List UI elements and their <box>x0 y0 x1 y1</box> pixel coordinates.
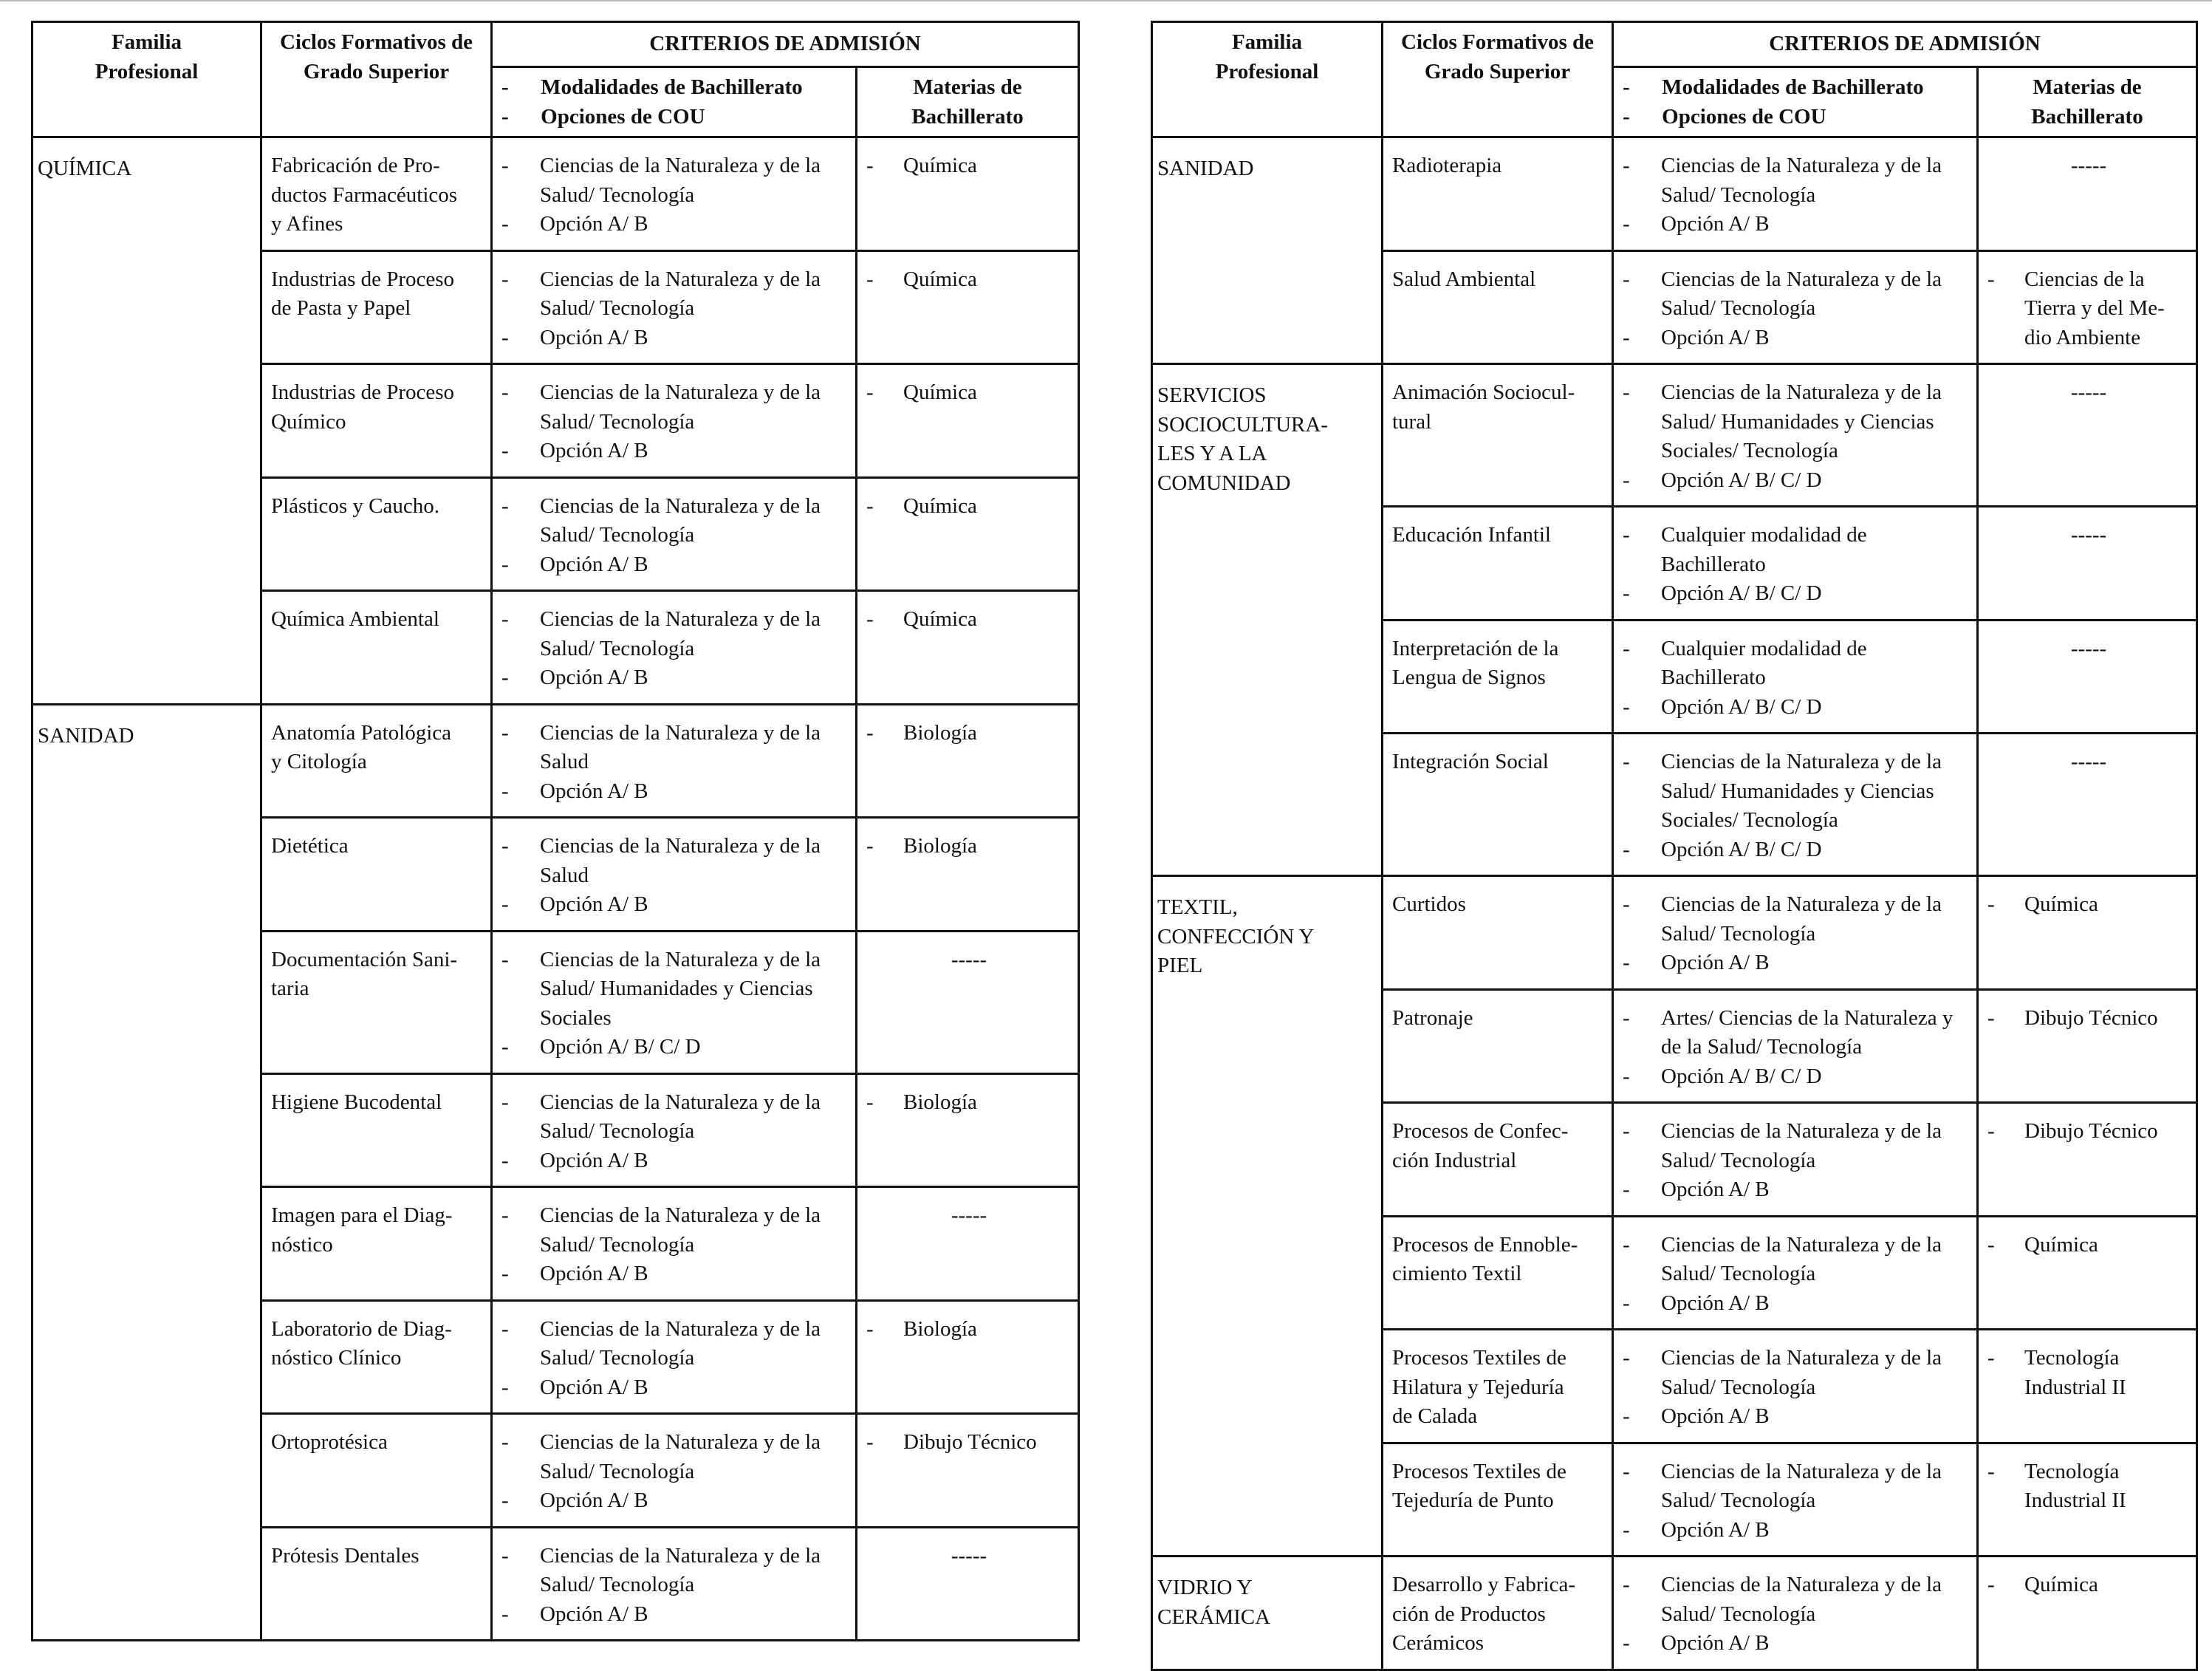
table-row <box>1152 364 2197 507</box>
materia-item: - Tecnología Industrial II <box>1987 1344 2190 1402</box>
modalidades-cell <box>1613 364 1978 507</box>
modalidades-cell <box>1613 1216 1978 1330</box>
ciclos-header <box>1383 22 1613 137</box>
modalidades-cell <box>1613 1330 1978 1443</box>
ciclo-cell <box>1383 1216 1613 1330</box>
ciclo-cell <box>1383 1443 1613 1556</box>
modalidades-header-item: - Opciones de COU <box>501 105 705 129</box>
modalidad-item: - Ciencias de la Naturaleza y de la Salud/ Tecnología <box>501 1201 849 1260</box>
modalidad-item: - Opción A/ B <box>501 1373 849 1403</box>
familia-label: QUÍMICA <box>38 157 132 180</box>
modalidades-header-text: Modalidades de Bachillerato <box>1662 75 1924 99</box>
modalidades-cell <box>1613 734 1978 876</box>
materias-cell <box>1978 1103 2197 1217</box>
modalidades-cell <box>492 1187 857 1301</box>
modalidad-item: - Ciencias de la Naturaleza y de la Salud <box>501 832 849 890</box>
materia-item: - Ciencias de la Tierra y del Me-dio Ambiente <box>1987 265 2190 353</box>
modalidad-item: - Ciencias de la Naturaleza y de la Salud/ Tecnología <box>1623 1571 1970 1629</box>
ciclo-cell <box>261 704 492 818</box>
ciclo-cell <box>1383 137 1613 251</box>
ciclo-cell <box>1383 1103 1613 1217</box>
modalidad-item: - Ciencias de la Naturaleza y de la Salud/ Tecnología <box>1623 1344 1970 1402</box>
modalidades-cell <box>492 1527 857 1641</box>
modalidades-cell <box>492 704 857 818</box>
materia-item: - Tecnología Industrial II <box>1987 1458 2190 1516</box>
modalidad-item: - Ciencias de la Naturaleza y de la Salud/ Tecnología <box>501 151 849 210</box>
materia-item: - Química <box>1987 1231 2190 1260</box>
modalidad-item: - Opción A/ B <box>1623 1629 1970 1658</box>
materia-none: ----- <box>2070 380 2107 404</box>
ciclos-header-label: Ciclos Formativos de Grado Superior <box>280 30 473 83</box>
materia-none: ----- <box>951 947 987 971</box>
familia-label: SANIDAD <box>38 723 134 748</box>
ciclo-label: Anatomía Patológica y Citología <box>271 720 452 773</box>
criterios-header: CRITERIOS DE ADMISIÓN <box>1613 22 2197 67</box>
materia-none: ----- <box>2070 636 2107 660</box>
modalidad-item: - Ciencias de la Naturaleza y de la Salud/ Tecnología <box>501 605 849 663</box>
ciclo-cell <box>1383 250 1613 364</box>
table-row <box>1152 137 2197 251</box>
modalidad-item: - Ciencias de la Naturaleza y de la Salud <box>501 719 849 777</box>
materia-item: - Dibujo Técnico <box>1987 1117 2190 1147</box>
materia-item: - Dibujo Técnico <box>866 1428 1072 1458</box>
materia-none: ----- <box>2070 523 2107 547</box>
modalidades-header <box>492 67 857 137</box>
left-admission-table <box>31 21 1080 1641</box>
modalidades-header <box>1613 67 1978 137</box>
modalidad-item: - Ciencias de la Naturaleza y de la Salud/ Humanidades y Ciencias Sociales/ Tecnología <box>1623 748 1970 836</box>
ciclo-cell <box>261 591 492 705</box>
ciclo-cell <box>261 931 492 1073</box>
ciclo-cell <box>1383 507 1613 621</box>
ciclo-label: Procesos de Confec- ción Industrial <box>1392 1119 1569 1172</box>
familia-label: SERVICIOS SOCIOCULTURA- LES Y A LA COMUNIDAD <box>1157 383 1328 495</box>
ciclo-label: Curtidos <box>1392 892 1466 916</box>
modalidades-cell <box>492 931 857 1073</box>
materia-item: - Biología <box>866 1315 1072 1344</box>
materias-cell <box>857 1300 1079 1414</box>
modalidades-cell <box>1613 1443 1978 1556</box>
materia-item: - Química <box>866 605 1072 635</box>
materias-cell <box>857 1187 1079 1301</box>
ciclo-cell <box>1383 1556 1613 1670</box>
modalidades-cell <box>492 818 857 932</box>
modalidades-cell <box>492 1414 857 1528</box>
modalidad-item: - Ciencias de la Naturaleza y de la Salud/ Tecnología <box>1623 1117 1970 1175</box>
modalidad-item: - Opción A/ B <box>501 1600 849 1630</box>
materia-item: - Química <box>1987 1571 2190 1600</box>
modalidad-item: - Opción A/ B/ C/ D <box>1623 466 1970 496</box>
ciclos-header-label: Ciclos Formativos de Grado Superior <box>1401 30 1594 83</box>
modalidad-item: - Opción A/ B <box>1623 210 1970 239</box>
ciclo-label: Industrias de Proceso Químico <box>271 380 455 434</box>
modalidad-item: - Ciencias de la Naturaleza y de la Salud/ Tecnología <box>501 1088 849 1147</box>
ciclo-label: Laboratorio de Diag- nóstico Clínico <box>271 1316 452 1370</box>
modalidades-header-item: - Opciones de COU <box>1623 105 1826 129</box>
modalidades-header-item: - Modalidades de Bachillerato <box>501 75 803 99</box>
modalidad-item: - Ciencias de la Naturaleza y de la Salud/ Tecnología <box>501 492 849 550</box>
familia-header <box>32 22 261 137</box>
modalidad-item: - Ciencias de la Naturaleza y de la Salud/ Tecnología <box>1623 151 1970 210</box>
modalidad-item: - Ciencias de la Naturaleza y de la Salud/ Humanidades y Ciencias Sociales/ Tecnología <box>1623 378 1970 466</box>
materias-cell <box>857 1414 1079 1528</box>
ciclo-label: Radioterapia <box>1392 154 1502 177</box>
ciclo-label: Ortoprotésica <box>271 1430 388 1454</box>
criteria-table <box>1151 21 2198 1671</box>
modalidad-item: - Opción A/ B <box>1623 324 1970 353</box>
ciclo-cell <box>1383 620 1613 734</box>
modalidad-item: - Opción A/ B/ C/ D <box>1623 836 1970 865</box>
ciclo-label: Higiene Bucodental <box>271 1090 442 1114</box>
materias-header: Materias de Bachillerato <box>1978 67 2197 137</box>
materias-header: Materias de Bachillerato <box>857 67 1079 137</box>
materia-item: - Química <box>866 265 1072 295</box>
familia-cell <box>32 704 261 1641</box>
materia-item: - Química <box>866 492 1072 522</box>
right-admission-table <box>1151 21 2198 1671</box>
table-row <box>32 137 1079 251</box>
familia-cell <box>1152 137 1383 364</box>
modalidades-cell <box>492 137 857 251</box>
modalidad-item: - Ciencias de la Naturaleza y de la Salud/ Humanidades y Ciencias Sociales <box>501 946 849 1033</box>
materias-cell <box>1978 364 2197 507</box>
ciclo-cell <box>261 477 492 591</box>
modalidades-cell <box>492 477 857 591</box>
criteria-table <box>31 21 1080 1641</box>
modalidades-cell <box>1613 250 1978 364</box>
table-row <box>1152 876 2197 990</box>
modalidad-item: - Opción A/ B <box>501 1147 849 1176</box>
modalidad-item: - Opción A/ B/ C/ D <box>501 1033 849 1062</box>
ciclo-cell <box>261 1073 492 1187</box>
familia-label: VIDRIO Y CERÁMICA <box>1157 1576 1271 1629</box>
materia-item: - Dibujo Técnico <box>1987 1004 2190 1033</box>
modalidad-item: - Opción A/ B <box>501 437 849 466</box>
materias-cell <box>1978 989 2197 1103</box>
ciclo-cell <box>261 250 492 364</box>
materias-cell <box>857 250 1079 364</box>
materias-cell <box>1978 620 2197 734</box>
modalidad-item: - Opción A/ B <box>501 890 849 920</box>
modalidades-header-text: Modalidades de Bachillerato <box>541 75 803 99</box>
materias-cell <box>1978 876 2197 990</box>
materia-none: ----- <box>951 1203 987 1227</box>
materias-cell <box>1978 250 2197 364</box>
ciclo-cell <box>261 137 492 251</box>
ciclo-label: Integración Social <box>1392 750 1549 773</box>
modalidades-cell <box>1613 1556 1978 1670</box>
materias-cell <box>857 137 1079 251</box>
modalidad-item: - Opción A/ B <box>501 777 849 807</box>
modalidades-cell <box>492 591 857 705</box>
page-top-border <box>0 0 2212 1</box>
ciclo-cell <box>1383 1330 1613 1443</box>
modalidad-item: - Ciencias de la Naturaleza y de la Salud/ Tecnología <box>501 1428 849 1486</box>
modalidad-item: - Artes/ Ciencias de la Naturaleza y de la Salud/ Tecnología <box>1623 1004 1970 1062</box>
ciclo-label: Química Ambiental <box>271 607 439 631</box>
ciclo-label: Desarrollo y Fabrica- ción de Productos Cerámicos <box>1392 1573 1576 1655</box>
materias-cell <box>857 704 1079 818</box>
materia-none: ----- <box>2070 750 2107 773</box>
familia-cell <box>1152 364 1383 876</box>
modalidad-item: - Opción A/ B <box>1623 1516 1970 1545</box>
materias-cell <box>1978 1330 2197 1443</box>
ciclo-cell <box>261 818 492 932</box>
ciclos-header <box>261 22 492 137</box>
modalidad-item: - Opción A/ B <box>501 550 849 580</box>
table-row <box>32 704 1079 818</box>
materias-cell <box>1978 1556 2197 1670</box>
modalidades-cell <box>492 364 857 478</box>
familia-cell <box>32 137 261 705</box>
materias-cell <box>1978 507 2197 621</box>
modalidades-header-item: - Modalidades de Bachillerato <box>1623 75 1924 99</box>
familia-header <box>1152 22 1383 137</box>
modalidad-item: - Opción A/ B <box>501 1260 849 1289</box>
materia-item: - Biología <box>866 719 1072 748</box>
modalidades-cell <box>1613 1103 1978 1217</box>
modalidades-cell <box>1613 876 1978 990</box>
modalidad-item: - Opción A/ B <box>1623 1175 1970 1205</box>
modalidad-item: - Opción A/ B <box>501 324 849 353</box>
ciclo-label: Documentación Sani- taria <box>271 947 458 1000</box>
ciclo-label: Educación Infantil <box>1392 523 1551 547</box>
ciclo-label: Interpretación de la Lengua de Signos <box>1392 636 1559 689</box>
ciclo-cell <box>1383 876 1613 990</box>
modalidad-item: - Opción A/ B <box>501 663 849 693</box>
modalidades-header-text: Opciones de COU <box>541 105 705 129</box>
modalidades-cell <box>1613 507 1978 621</box>
materias-cell <box>857 591 1079 705</box>
materias-cell <box>857 1073 1079 1187</box>
ciclo-label: Prótesis Dentales <box>271 1543 420 1568</box>
modalidad-item: - Opción A/ B <box>1623 949 1970 978</box>
materia-item: - Biología <box>866 1088 1072 1118</box>
modalidad-item: - Cualquier modalidad de Bachillerato <box>1623 521 1970 579</box>
modalidad-item: - Opción A/ B/ C/ D <box>1623 579 1970 609</box>
ciclo-cell <box>261 1527 492 1641</box>
ciclo-label: Industrias de Proceso de Pasta y Papel <box>271 267 455 320</box>
familia-label: TEXTIL, CONFECCIÓN Y PIEL <box>1157 895 1315 977</box>
modalidad-item: - Ciencias de la Naturaleza y de la Salud/ Tecnología <box>1623 265 1970 324</box>
modalidad-item: - Ciencias de la Naturaleza y de la Salud/ Tecnología <box>501 378 849 437</box>
materia-none: ----- <box>951 1543 987 1568</box>
ciclo-label: Animación Sociocul- tural <box>1392 380 1575 434</box>
ciclo-label: Salud Ambiental <box>1392 267 1536 291</box>
ciclo-cell <box>1383 364 1613 507</box>
modalidades-cell <box>492 250 857 364</box>
materia-item: - Química <box>1987 890 2190 920</box>
materias-cell <box>1978 1443 2197 1556</box>
familia-cell <box>1152 1556 1383 1670</box>
modalidades-cell <box>1613 989 1978 1103</box>
ciclo-label: Procesos Textiles de Hilatura y Tejeduría de Calada <box>1392 1346 1566 1428</box>
ciclo-cell <box>261 1187 492 1301</box>
modalidad-item: - Opción A/ B <box>501 1486 849 1516</box>
ciclo-cell <box>261 364 492 478</box>
materias-cell <box>857 931 1079 1073</box>
materia-item: - Biología <box>866 832 1072 861</box>
modalidad-item: - Ciencias de la Naturaleza y de la Salud/ Tecnología <box>1623 1231 1970 1289</box>
ciclo-label: Plásticos y Caucho. <box>271 493 439 518</box>
materia-item: - Química <box>866 151 1072 181</box>
modalidad-item: - Ciencias de la Naturaleza y de la Salud/ Tecnología <box>1623 890 1970 949</box>
materias-cell <box>857 364 1079 478</box>
modalidad-item: - Opción A/ B/ C/ D <box>1623 1062 1970 1092</box>
ciclo-cell <box>1383 989 1613 1103</box>
ciclo-label: Fabricación de Pro- ductos Farmacéuticos y Afines <box>271 154 458 236</box>
ciclo-label: Imagen para el Diag- nóstico <box>271 1203 453 1257</box>
criterios-header: CRITERIOS DE ADMISIÓN <box>492 22 1079 67</box>
modalidades-header-text: Opciones de COU <box>1662 105 1826 129</box>
modalidad-item: - Ciencias de la Naturaleza y de la Salud/ Tecnología <box>1623 1458 1970 1516</box>
materias-cell <box>857 818 1079 932</box>
materia-item: - Química <box>866 378 1072 408</box>
ciclo-cell <box>1383 734 1613 876</box>
modalidad-item: - Cualquier modalidad de Bachillerato <box>1623 635 1970 693</box>
modalidad-item: - Opción A/ B <box>1623 1289 1970 1319</box>
familia-label: SANIDAD <box>1157 157 1254 180</box>
materias-cell <box>857 477 1079 591</box>
materias-cell <box>857 1527 1079 1641</box>
modalidades-cell <box>492 1073 857 1187</box>
modalidad-item: - Ciencias de la Naturaleza y de la Salud/ Tecnología <box>501 265 849 324</box>
materia-none: ----- <box>2070 154 2107 177</box>
ciclo-label: Patronaje <box>1392 1005 1473 1030</box>
ciclo-label: Procesos Textiles de Tejeduría de Punto <box>1392 1459 1566 1512</box>
modalidades-cell <box>492 1300 857 1414</box>
materias-cell <box>1978 1216 2197 1330</box>
materias-cell <box>1978 137 2197 251</box>
materias-cell <box>1978 734 2197 876</box>
modalidad-item: - Ciencias de la Naturaleza y de la Salud/ Tecnología <box>501 1315 849 1373</box>
ciclo-label: Procesos de Ennoble- cimiento Textil <box>1392 1232 1578 1285</box>
modalidad-item: - Opción A/ B <box>501 210 849 239</box>
table-row <box>1152 1556 2197 1670</box>
modalidad-item: - Opción A/ B/ C/ D <box>1623 693 1970 722</box>
familia-header-label: Familia Profesional <box>1215 30 1319 83</box>
modalidad-item: - Ciencias de la Naturaleza y de la Salud/ Tecnología <box>501 1542 849 1600</box>
ciclo-cell <box>261 1414 492 1528</box>
familia-header-label: Familia Profesional <box>95 30 199 83</box>
modalidad-item: - Opción A/ B <box>1623 1402 1970 1432</box>
ciclo-label: Dietética <box>271 834 349 858</box>
familia-cell <box>1152 876 1383 1556</box>
modalidades-cell <box>1613 137 1978 251</box>
modalidades-cell <box>1613 620 1978 734</box>
ciclo-cell <box>261 1300 492 1414</box>
